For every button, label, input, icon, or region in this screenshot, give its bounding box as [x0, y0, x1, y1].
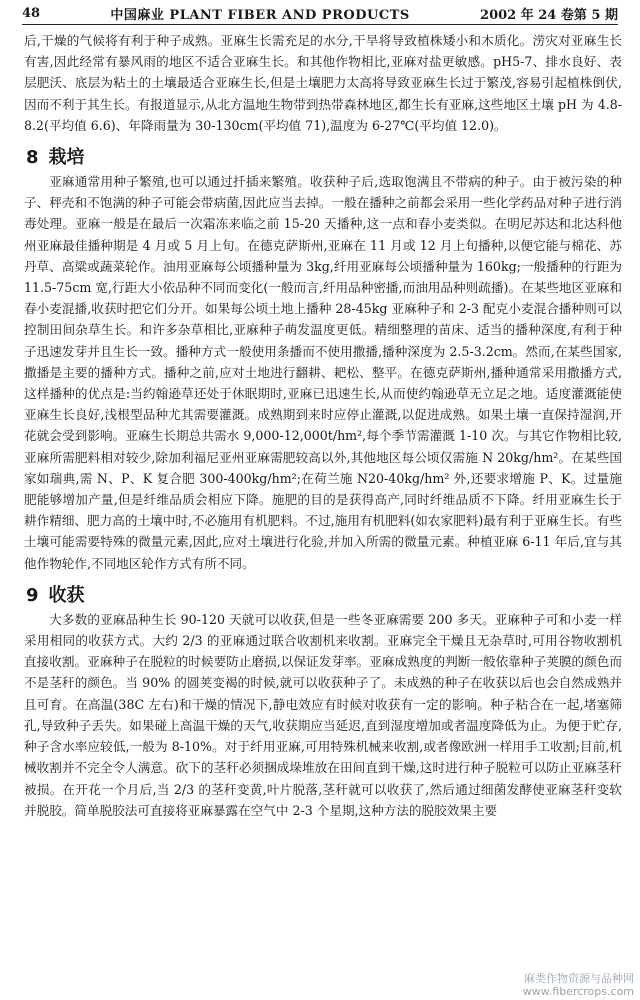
section-9-heading — [26, 581, 622, 607]
site-watermark — [523, 972, 634, 998]
section-9-paragraph: 大多数的亚麻品种生长 90-120 天就可以收获,但是一些冬亚麻需要 200 多天。亚麻种子可和小麦一样采用相同的收获方式。大约 2/3 的亚麻通过联合收割机来收割。亚麻完全干燥且无杂草时,可用谷物收割机直接收割。亚麻种子在脱粒的时候要防止磨损,以保证发芽率。亚麻成熟度的判断一般依靠种子荚膜的颜色而不是茎秆的颜色。当 90% 的圆荚变褐的时候,就可以收获种子了。未成熟的种子在收获以后也会自然成熟并且可育。在高温(38C 左右)和干燥的情况下,静电效应有时候对收获有一定的影响。种子粘合在一起,堵塞筛孔,导致种子丢失。如果碰上高温干燥的天气,收获期应当延迟,直到湿度增加或者温度降低为止。为便于贮存,种子含水率应较低,一般为 8-10%。对于纤用亚麻,可用特殊机械来收割,或者像欧洲一样用手工收割;目前,机械收割并不完全令人满意。砍下的茎秆必须捆成垛堆放在田间直到干燥,这时进行种子脱粒可以防止亚麻茎秆被损。在开花一个月后,当 2/3 的茎秆变黄,叶片脱落,茎秆就可以收获了,然后通过细菌发酵使亚麻茎秆变软并脱胶。简单脱胶法可直接将亚麻暴露在空气中 2-3 个星期,这种方法的脱胶效果主要 — [24, 611, 622, 818]
intro-paragraph: 后,干燥的气候将有利于种子成熟。亚麻生长需充足的水分,干旱将导致植株矮小和木质化。涝灾对亚麻生长有害,因此经常有暴风雨的地区不适合亚麻生长。和其他作物相比,亚麻对盐更敏感。pH5-7、排水良好、表层肥沃、底层为粘土的土壤最适合亚麻生长,但是土壤肥力太高将导致亚麻生长过于繁茂,容易引起植株倒伏,因而不利于其生长。有报道显示,从北方温地生物带到热带森林地区,都生长有亚麻,这些地区土壤 pH 为 4.8-8.2(平均值 6.6)、年降雨量为 30-130cm(平均值 71),温度为 6-27℃(平均值 12.0)。 — [24, 33, 622, 133]
page-number: 48 — [22, 5, 41, 21]
watermark-site-name: 麻类作物资源与品种网 — [524, 972, 634, 985]
section-8-paragraph: 亚麻通常用种子繁殖,也可以通过扦插来繁殖。收获种子后,选取饱满且不带病的种子。由于被污染的种子、秤壳和不饱满的种子可能会带病菌,因此应当去掉。一般在播种之前都会采用一些化学药品对种子进行消毒处理。亚麻一般是在最后一次霜冻来临之前 15-20 天播种,这一点和春小麦类似。在明尼苏达和北达科他州亚麻最佳播种期是 4 月或 5 月上旬。在德克萨斯州,亚麻在 11 月或 12 月上旬播种,以便它能与棉花、苏丹草、高粱或蔬菜轮作。油用亚麻每公顷播种量为 3kg,纤用亚麻每公顷播种量为 160kg;一般播种的行距为 11.5-75cm 宽,行距大小依品种不同而变化(一般而言,纤用品种密播,而油用品种则疏播)。在某些地区亚麻和春小麦混播,收获时把它们分开。如果每公顷土地上播种 28-45kg 亚麻种子和 2-3 配克小麦混合播种则可以控制田间杂草生长。和许多杂草相比,亚麻种子萌发温度更低。精细整理的苗床、适当的播种深度,有利于种子迅速发芽并且生长一致。播种方式一般使用条播而不使用撒播,播种深度为 2.5-3.2cm。然而,在某些国家,撒播是主要的播种方式。播种之前,应对土地进行翻耕、耙松、整平。在德克萨斯州,播种通常采用撒播方式,这样播种的优点是:当约翰逊草还处于休眠期时,亚麻已迅速生长,从而使约翰逊草无立足之地。适度灌溉能使亚麻生长良好,浅根型品种尤其需要灌溉。成熟期到来时应停止灌溉,以促进成熟。如果土壤一直保持湿润,开花就会受到影响。亚麻生长期总共需水 9,000-12,000t/hm²,每个季节需灌溉 1-10 次。与其它作物相比较,亚麻所需肥料相对较少,除加利福尼亚州亚麻需肥较高以外,其他地区每公顷仅需施 N 20kg/hm²。在某些国家如瑞典,需 N、P、K 复合肥 300-400kg/hm²;在荷兰施 N20-40kg/hm² 外,还要求增施 P、K。过量施肥能够增加产量,但是纤维品质会相应下降。施肥的目的是获得高产,同时纤维品质不下降。纤用亚麻生长于耕作精细、肥力高的土壤中时,不必施用有机肥料。不过,施用有机肥料(如农家肥料)最有利于亚麻生长。有些土壤可能需要特殊的微量元素,因此,应对土壤进行化验,并加入所需的微量元素。种植亚麻 6-11 年后,宜与其他作物轮作,不同地区轮作方式有所不同。 — [24, 174, 622, 571]
section-9-number: 9 — [26, 584, 39, 606]
watermark-url: www.fibercrops.com — [522, 985, 634, 998]
section-8-heading — [26, 143, 622, 169]
section-8-number: 8 — [26, 147, 39, 169]
page-body — [24, 30, 622, 821]
section-8-title: 栽培 — [48, 147, 85, 169]
journal-title: 中国麻业 PLANT FIBER AND PRODUCTS — [110, 7, 410, 23]
section-9-title: 收获 — [48, 584, 85, 606]
issue-info: 2002 年 24 卷第 5 期 — [480, 7, 618, 23]
running-header — [22, 2, 618, 25]
